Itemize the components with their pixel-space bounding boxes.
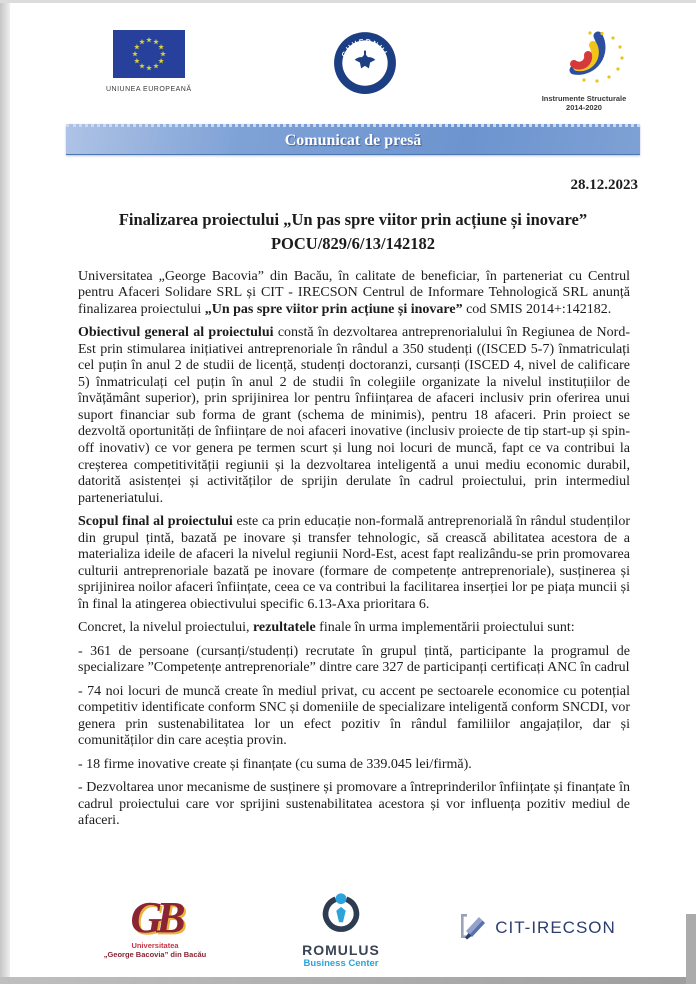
structural-caption-line2: 2014-2020 [566,103,602,113]
paragraph-objective [78,325,630,507]
scan-edge-left [0,0,10,984]
seal-bottom-text: ROMÂNIEI [343,68,386,86]
results-lead-text: Concret, la nivelul proiectului, [78,620,253,636]
scan-edge-corner [686,914,696,984]
banner-title: Comunicat de presă [284,131,422,149]
press-release-banner [66,124,640,155]
bullet-firms: - 18 firme inovative create și finanțate (cu suma de 339.045 lei/firmă). [78,756,472,772]
university-name-line1: Universitatea [131,941,179,951]
footer-logo-row [66,888,640,972]
objective-text: constă în dezvoltarea antreprenorialului în Regiunea de Nord-Est prin stimularea inițiativei antreprenoriale în rândul a 350 studenți ((ISCED 5-7) înmatriculați cel puțin în anul 2 de studii de licență, studenți doctoranzi, cursanți (ISCED 4, nivel de calificare 5) înmatriculați cel puțin în anul 2 de studii în colegiile organizate la nivelul instituțiilor de învățământ superior), prin sprijinirea lor pentru înființarea de afaceri inclusiv prin oferirea unui suport financiar sub forma de grant (schema de minimis), pentru 18 afaceri. Prin proiect se dezvoltă oportunități de înființare de noi afaceri inovative (inclusiv proiecte de tip start-up și spin-off inovativ) ce vor genera pe termen scurt și lung noi locuri de muncă, fapt ce va contribui la creșterea competitivității regiunii și la dezvoltarea inteligentă a unui mediu economic durabil, datorită asistenței și activităților de sprijin derulate în cadrul proiectului, prin intermediul parteneriatului. [78,325,630,506]
scan-edge-bottom [0,977,696,984]
cit-irecson-name: CIT-IRECSON [495,918,616,937]
document-title [66,208,640,256]
structural-caption-line1: Instrumente Structurale [541,94,627,103]
title-line1: Finalizarea proiectului „Un pas spre viitor prin acțiune și inovare” [118,210,588,229]
results-lead-end: finale în urma implementării proiectului sunt: [315,620,575,636]
george-bacovia-university-logo-icon [80,892,230,960]
scan-edge-top [0,0,696,3]
scope-text: este ca prin educație non-formală antreprenorială în rândul studenților din grupul țintă, bazată pe inovare și transfer tehnologic, să crească abilitatea acestora de a materializa ideile de afaceri la nivelul regiunii Nord-Est, acest fapt realizându-se prin promovarea culturii antreprenoriale bazată pe inovare (formare de competențe antreprenoriale), susținerea și sprijinirea noilor afaceri înființate, ceea ce va contribui la facilitarea inserției lor pe piața muncii și în final la atingerea obiectivului specific 6.13-Axa prioritara 6. [78,514,630,612]
intro-text: Universitatea „George Bacovia” din Bacău, în calitate de beneficiar, în parteneriat cu Centrul pentru Afaceri Solidare SRL și CIT - IRECSON Centrul de Informare Tehnologică SRL anunță finalizarea proiectului [78,268,630,317]
structural-instruments-caption [542,94,627,113]
university-monogram: GB [130,892,180,942]
document-date: 28.12.2023 [570,177,638,193]
seal-top-text: GUVERNUL [339,36,391,59]
bullet-participants: - 361 de persoane (cursanți/studenți) recrutate în grupul țintă, participante la programul de specializare ”Competențe antreprenoriale” dintre care 327 de participanți certificați ANC în cadrul [78,643,630,676]
romulus-person-icon [316,888,366,941]
document-body [66,262,640,830]
scope-lead: Scopul final al proiectului [78,514,233,530]
romania-government-seal-icon [332,30,398,101]
eu-flag-icon [113,30,185,83]
objective-lead: Obiectivul general al proiectului [78,325,274,341]
romulus-business-center-logo-icon [266,888,416,969]
structural-instruments-block [538,30,630,113]
cit-pen-icon [458,910,488,947]
intro-text-end: cod SMIS 2014+:142182. [462,301,612,317]
romulus-name: ROMULUS [302,941,380,958]
eu-logo-block [106,30,192,93]
government-seal-block [332,30,398,101]
bullet-jobs: - 74 noi locuri de muncă create în mediul privat, cu accent pe sectoarele economice cu potențial competitiv identificate conform SNC și domeniile de specializare inteligentă conform SNCDI, vor genera prin sustenabilitatea lor un efect pozitiv în rândul familiilor angajaților, dar și comunităților din care aceștia provin. [78,683,630,749]
results-lead-bold: rezultatele [252,620,316,636]
romulus-subtitle: Business Center [303,957,379,969]
eu-logo-caption: UNIUNEA EUROPEANĂ [106,86,192,93]
cit-irecson-logo-icon [452,910,622,947]
structural-instruments-icon [538,30,630,93]
title-line2: POCU/829/6/13/142182 [270,233,436,253]
bullet-mechanisms: - Dezvoltarea unor mecanisme de susținere și promovare a întreprinderilor înființate și finanțate în cadrul proiectului care vor sprijini sustenabilitatea acestora și vor influența pozitiv mediul de afaceri. [78,780,630,829]
paragraph-intro [78,269,630,319]
intro-bold-project-name: „Un pas spre viitor prin acțiune și inovare” [204,301,463,317]
header-logo-row [66,26,640,114]
paragraph-results-lead [78,620,630,637]
paragraph-scope [78,514,630,613]
university-name-line2: „George Bacovia” din Bacău [103,950,207,960]
